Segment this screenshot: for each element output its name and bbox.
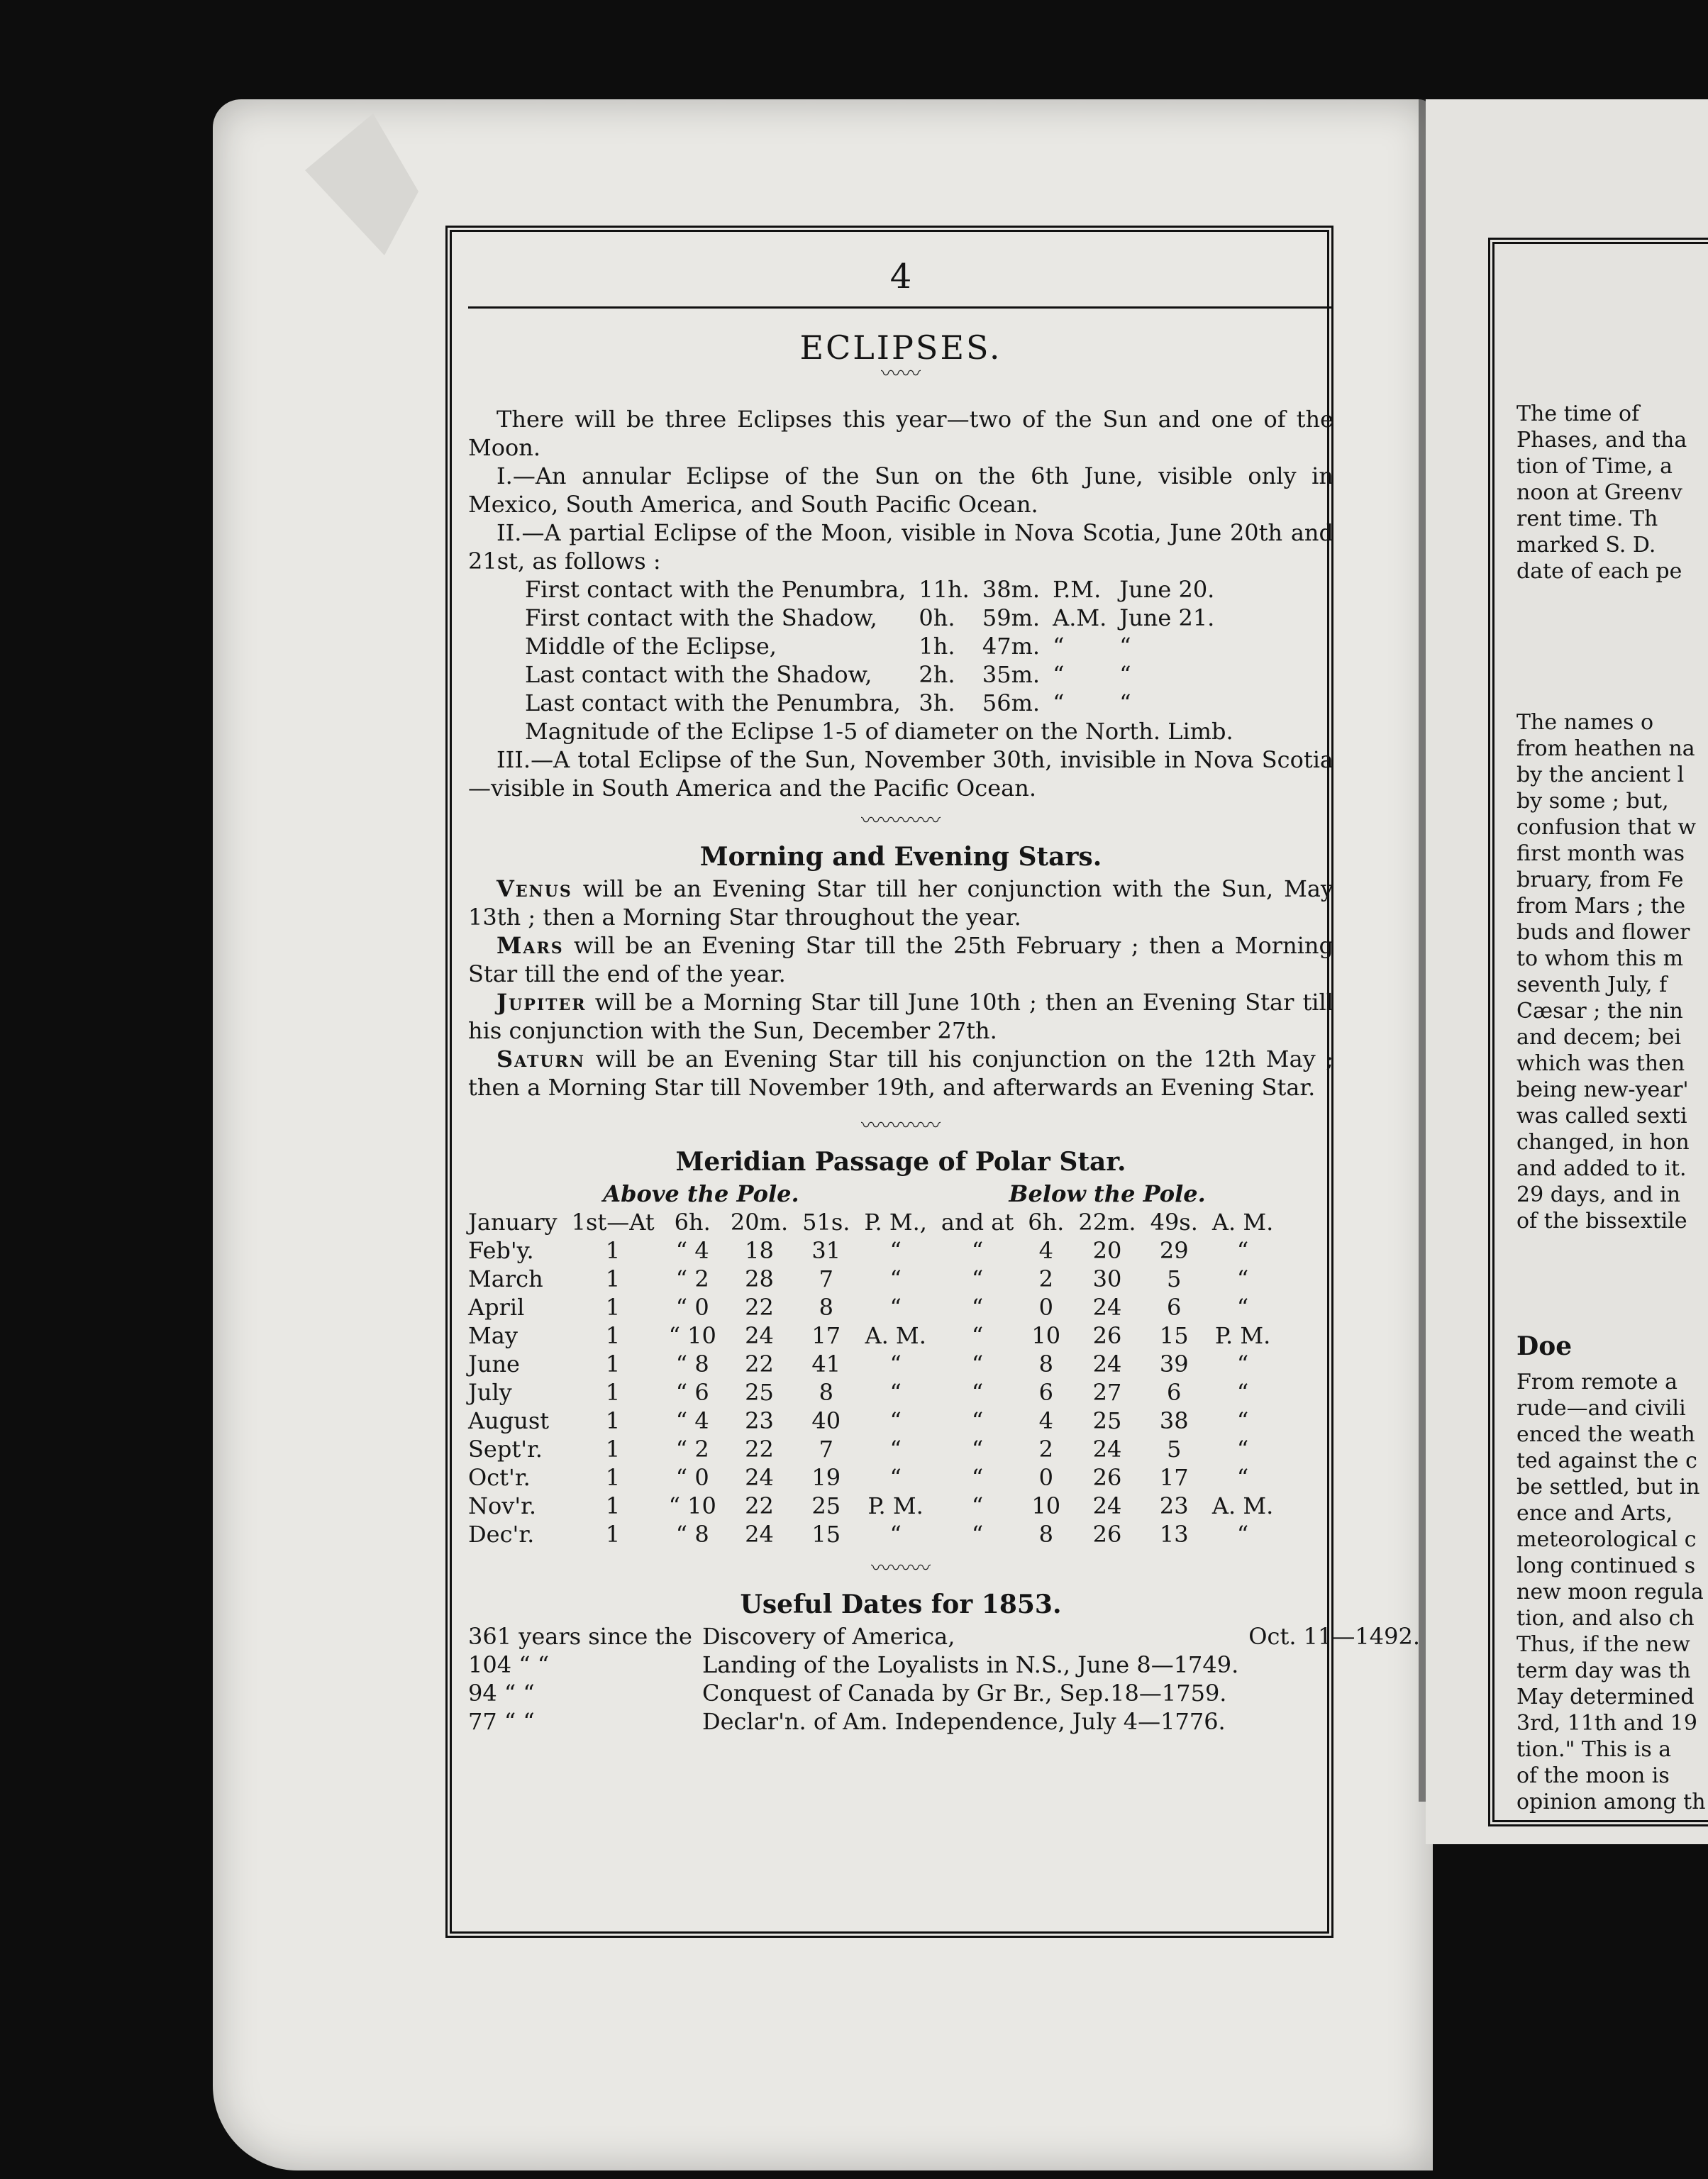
- planet-text: will be a Morning Star till June 10th ; then an Evening Star till his conjunction with the Sun, December 27th.: [468, 989, 1334, 1044]
- facing-page-line: ted against the c: [1516, 1448, 1697, 1473]
- planet-paragraph: [468, 988, 1333, 1045]
- contact-h: 11h.: [919, 576, 970, 603]
- date-event: Conquest of Canada by Gr Br., Sep.18—1759.: [702, 1680, 1227, 1707]
- polar-cell: 1: [605, 1265, 621, 1292]
- contact-ampm: “: [1053, 689, 1065, 716]
- polar-cell: “: [1236, 1521, 1249, 1548]
- polar-row: [468, 1293, 1280, 1321]
- facing-page-line: tion of Time, a: [1516, 454, 1673, 479]
- polar-cell: March: [468, 1265, 543, 1292]
- date-value: Oct. 11—1492.: [1248, 1623, 1420, 1650]
- contact-m: 47m.: [982, 633, 1041, 660]
- polar-cell: 4: [1038, 1237, 1053, 1264]
- facing-page-line: from heathen na: [1516, 736, 1695, 761]
- polar-cell: “: [889, 1351, 902, 1377]
- polar-cell: 5: [1167, 1265, 1182, 1292]
- date-event: Declar'n. of Am. Independence, July 4—1776.: [702, 1708, 1226, 1735]
- polar-cell: “: [971, 1351, 984, 1377]
- facing-page-line: buds and flower: [1516, 920, 1690, 945]
- magnitude-note: Magnitude of the Eclipse 1-5 of diameter on the North. Limb.: [525, 718, 1233, 745]
- polar-cell: “: [1236, 1351, 1249, 1377]
- polar-cell: 24: [1092, 1492, 1122, 1519]
- polar-cell: “: [889, 1237, 902, 1264]
- planet-paragraph: [468, 931, 1333, 988]
- polar-cell: 22: [745, 1351, 774, 1377]
- facing-page-text-top: [1516, 401, 1708, 584]
- polar-cell: “: [971, 1464, 984, 1491]
- polar-cell: and at: [941, 1209, 1014, 1236]
- polar-cell: “ 4: [675, 1407, 709, 1434]
- polar-cell: “: [1236, 1294, 1249, 1321]
- polar-cell: 1: [605, 1294, 621, 1321]
- facing-page-line: new moon regula: [1516, 1580, 1704, 1604]
- polar-cell: 28: [745, 1265, 774, 1292]
- polar-cell: 41: [811, 1351, 841, 1377]
- polar-cell: 10: [1031, 1492, 1061, 1519]
- eclipse-1: I.—An annular Eclipse of the Sun on the 6th June, visible only in Mexico, South America, and South Pacific Ocean.: [468, 462, 1333, 518]
- polar-cell: “: [1236, 1265, 1249, 1292]
- polar-cell: “: [1236, 1407, 1249, 1434]
- polar-cell: 24: [745, 1464, 774, 1491]
- polar-cell: 15: [811, 1521, 841, 1548]
- facing-page-line: of the bissextile: [1516, 1209, 1687, 1233]
- polar-cell: 2: [1038, 1265, 1053, 1292]
- facing-page-line: first month was: [1516, 841, 1685, 866]
- facing-page-line: tion, and also ch: [1516, 1606, 1695, 1631]
- contact-date: June 20.: [1119, 576, 1215, 603]
- polar-cell: 8: [1038, 1351, 1053, 1377]
- facing-page-line: meteorological c: [1516, 1527, 1697, 1552]
- contact-h: 3h.: [919, 689, 955, 716]
- facing-page-line: confusion that w: [1516, 815, 1697, 840]
- polar-cell: 2: [1038, 1436, 1053, 1463]
- polar-cell: 29: [1159, 1237, 1189, 1264]
- polar-cell: Nov'r.: [468, 1492, 537, 1519]
- facing-page-line: rude—and civili: [1516, 1396, 1686, 1421]
- date-value: [1248, 1679, 1420, 1707]
- polar-cell: P. M.: [867, 1492, 924, 1519]
- polar-cell: “ 4: [675, 1237, 709, 1264]
- contact-m: 35m.: [982, 661, 1041, 688]
- polar-table: [468, 1180, 1280, 1548]
- polar-cell: “: [971, 1294, 984, 1321]
- polar-cell: “: [889, 1379, 902, 1406]
- dates-table: [468, 1622, 1420, 1736]
- polar-cell: “: [889, 1407, 902, 1434]
- polar-cell: 1st—At: [571, 1209, 655, 1236]
- polar-row: [468, 1208, 1280, 1236]
- date-event: Discovery of America,: [702, 1623, 955, 1650]
- polar-row: [468, 1407, 1280, 1435]
- polar-cell: April: [468, 1294, 525, 1321]
- eclipse-3: III.—A total Eclipse of the Sun, November 30th, invisible in Nova Scotia—visible in South America and the Pacific Ocean.: [468, 746, 1333, 802]
- polar-cell: 5: [1167, 1436, 1182, 1463]
- polar-cell: 1: [605, 1351, 621, 1377]
- facing-page-line: from Mars ; the: [1516, 894, 1686, 919]
- polar-cell: “: [971, 1407, 984, 1434]
- polar-cell: 22m.: [1078, 1209, 1136, 1236]
- polar-cell: 8: [819, 1379, 833, 1406]
- polar-cell: “: [889, 1521, 902, 1548]
- polar-cell: June: [468, 1351, 520, 1377]
- contact-date: June 21.: [1119, 604, 1215, 631]
- polar-cell: 7: [819, 1436, 833, 1463]
- date-years: 77 “ “: [468, 1708, 535, 1735]
- polar-cell: 20m.: [730, 1209, 789, 1236]
- polar-cell: 51s.: [802, 1209, 850, 1236]
- polar-cell: 22: [745, 1294, 774, 1321]
- polar-cell: 30: [1092, 1265, 1122, 1292]
- polar-cell: 7: [819, 1265, 833, 1292]
- polar-cell: 1: [605, 1436, 621, 1463]
- planet-paragraph: [468, 875, 1333, 931]
- polar-cell: 19: [811, 1464, 841, 1491]
- planet-name: Venus: [497, 875, 572, 902]
- polar-cell: A. M.: [865, 1322, 926, 1349]
- polar-cell: “ 2: [675, 1265, 709, 1292]
- facing-page-line: to whom this m: [1516, 946, 1684, 971]
- polar-cell: 1: [605, 1379, 621, 1406]
- planets-section: [468, 875, 1333, 1102]
- facing-page-line: of the moon is: [1516, 1763, 1670, 1788]
- polar-cell: 15: [1159, 1322, 1189, 1349]
- polar-cell: “: [889, 1436, 902, 1463]
- polar-cell: 40: [811, 1407, 841, 1434]
- polar-cell: 17: [811, 1322, 841, 1349]
- polar-cell: 24: [1092, 1294, 1122, 1321]
- polar-cell: 24: [1092, 1436, 1122, 1463]
- facing-page-line: Thus, if the new: [1516, 1632, 1690, 1657]
- polar-cell: “ 2: [675, 1436, 709, 1463]
- polar-cell: 1: [605, 1237, 621, 1264]
- facing-page-text-middle: [1516, 709, 1708, 1234]
- header-rule: [468, 306, 1333, 309]
- polar-cell: P. M.,: [864, 1209, 927, 1236]
- contact-ampm: “: [1053, 633, 1065, 660]
- contact-ampm: A.M.: [1053, 604, 1107, 631]
- facing-page-line: be settled, but in: [1516, 1475, 1700, 1499]
- polar-cell: “: [889, 1265, 902, 1292]
- polar-row: [468, 1435, 1280, 1463]
- polar-cell: “: [1236, 1436, 1249, 1463]
- polar-cell: “: [971, 1379, 984, 1406]
- facing-page-line: enced the weath: [1516, 1422, 1695, 1447]
- date-years: 104 “ “: [468, 1651, 550, 1678]
- polar-cell: 1: [605, 1322, 621, 1349]
- facing-page-line: by the ancient l: [1516, 763, 1685, 787]
- polar-cell: Feb'y.: [468, 1237, 534, 1264]
- contact-event: Last contact with the Penumbra,: [525, 689, 901, 716]
- contact-date: “: [1119, 661, 1131, 688]
- polar-cell: “: [971, 1322, 984, 1349]
- planet-paragraph: [468, 1045, 1333, 1102]
- polar-cell: “: [889, 1294, 902, 1321]
- facing-page-line: and added to it.: [1516, 1156, 1687, 1181]
- contact-m: 38m.: [982, 576, 1041, 603]
- polar-cell: 25: [745, 1379, 774, 1406]
- polar-cell: 24: [745, 1521, 774, 1548]
- polar-cell: 22: [745, 1436, 774, 1463]
- polar-row: [468, 1265, 1280, 1293]
- above-pole-label: Above the Pole.: [603, 1180, 799, 1207]
- polar-cell: 24: [745, 1322, 774, 1349]
- page-title: ECLIPSES.: [799, 328, 1002, 367]
- stars-heading: Morning and Evening Stars.: [699, 842, 1102, 872]
- contact-row: [525, 689, 1227, 717]
- polar-cell: 20: [1092, 1237, 1122, 1264]
- polar-cell: January: [468, 1209, 558, 1236]
- polar-cell: “: [971, 1436, 984, 1463]
- facing-page-line: bruary, from Fe: [1516, 867, 1684, 892]
- polar-cell: 18: [745, 1237, 774, 1264]
- polar-cell: “: [1236, 1379, 1249, 1406]
- ornament-divider: 〰〰〰: [870, 1556, 931, 1580]
- ornament-divider: 〰〰: [880, 362, 921, 385]
- facing-page-line: seventh July, f: [1516, 972, 1668, 997]
- polar-cell: 1: [605, 1521, 621, 1548]
- contacts-table: [525, 575, 1227, 717]
- date-row: [468, 1622, 1420, 1651]
- facing-page-line: The names o: [1516, 710, 1654, 735]
- polar-cell: May: [468, 1322, 518, 1349]
- facing-page-line: The time of: [1516, 401, 1640, 426]
- ornament-divider: 〰〰〰〰: [860, 1114, 941, 1137]
- polar-cell: “ 8: [675, 1521, 709, 1548]
- facing-page-line: was called sexti: [1516, 1104, 1687, 1129]
- facing-page-line: May determined: [1516, 1685, 1695, 1709]
- facing-page-line: which was then: [1516, 1051, 1685, 1076]
- facing-page-line: tion." This is a: [1516, 1737, 1672, 1762]
- polar-cell: August: [468, 1407, 550, 1434]
- facing-page-line: long continued s: [1516, 1553, 1696, 1578]
- polar-cell: 26: [1092, 1464, 1122, 1491]
- polar-cell: “ 10: [668, 1492, 716, 1519]
- planet-name: Jupiter: [497, 989, 587, 1016]
- main-column: [468, 255, 1420, 1736]
- planet-text: will be an Evening Star till her conjunction with the Sun, May 13th ; then a Morning Star throughout the year.: [468, 875, 1334, 931]
- contact-row: [525, 632, 1227, 660]
- contact-ampm: P.M.: [1053, 576, 1102, 603]
- polar-cell: 23: [745, 1407, 774, 1434]
- ornament-divider: 〰〰〰〰: [860, 809, 941, 832]
- polar-cell: July: [468, 1379, 512, 1406]
- contact-row: [525, 660, 1227, 689]
- polar-cell: Sept'r.: [468, 1436, 543, 1463]
- contact-m: 56m.: [982, 689, 1041, 716]
- polar-cell: “: [971, 1237, 984, 1264]
- polar-cell: “: [889, 1464, 902, 1491]
- below-pole-label: Below the Pole.: [1009, 1180, 1206, 1207]
- contact-event: First contact with the Shadow,: [525, 604, 877, 631]
- polar-row: [468, 1236, 1280, 1265]
- date-value: [1248, 1651, 1420, 1679]
- polar-cell: 1: [605, 1464, 621, 1491]
- polar-cell: Oct'r.: [468, 1464, 531, 1491]
- polar-row: [468, 1520, 1280, 1548]
- facing-page-text-bottom: [1516, 1369, 1708, 1815]
- polar-cell: “ 0: [675, 1464, 709, 1491]
- planet-text: will be an Evening Star till his conjunction on the 12th May ; then a Morning Star till November 19th, and afterwards an Evening Star.: [468, 1046, 1334, 1101]
- polar-header-row: [468, 1180, 1280, 1208]
- polar-cell: 1: [605, 1492, 621, 1519]
- polar-cell: “: [1236, 1464, 1249, 1491]
- facing-page-line: Phases, and tha: [1516, 428, 1687, 453]
- contact-event: Last contact with the Shadow,: [525, 661, 872, 688]
- polar-cell: Dec'r.: [468, 1521, 535, 1548]
- contact-event: First contact with the Penumbra,: [525, 576, 906, 603]
- facing-page-line: 3rd, 11th and 19: [1516, 1711, 1697, 1736]
- facing-page-line: changed, in hon: [1516, 1130, 1690, 1155]
- polar-cell: 6h.: [674, 1209, 711, 1236]
- facing-page-line: 29 days, and in: [1516, 1182, 1681, 1207]
- polar-cell: “ 6: [675, 1379, 709, 1406]
- polar-cell: 8: [1038, 1521, 1053, 1548]
- polar-cell: 24: [1092, 1351, 1122, 1377]
- polar-cell: 38: [1159, 1407, 1189, 1434]
- polar-cell: 49s.: [1150, 1209, 1198, 1236]
- polar-row: [468, 1350, 1280, 1378]
- polar-cell: 6h.: [1028, 1209, 1065, 1236]
- facing-page-line: rent time. Th: [1516, 506, 1658, 531]
- facing-page-line: Cæsar ; the nin: [1516, 999, 1683, 1024]
- polar-cell: 26: [1092, 1521, 1122, 1548]
- contact-event: Middle of the Eclipse,: [525, 633, 777, 660]
- polar-cell: A. M.: [1211, 1492, 1274, 1519]
- polar-cell: 13: [1159, 1521, 1189, 1548]
- dates-heading: Useful Dates for 1853.: [740, 1590, 1062, 1619]
- polar-cell: 10: [1031, 1322, 1061, 1349]
- facing-page-line: opinion among th: [1516, 1790, 1706, 1814]
- contact-ampm: “: [1053, 661, 1065, 688]
- polar-row: [468, 1463, 1280, 1492]
- contact-m: 59m.: [982, 604, 1041, 631]
- polar-cell: 22: [745, 1492, 774, 1519]
- eclipse-2: II.—A partial Eclipse of the Moon, visible in Nova Scotia, June 20th and 21st, as follows :: [468, 519, 1333, 575]
- facing-page-line: term day was th: [1516, 1658, 1691, 1683]
- facing-page-line: by some ; but,: [1516, 789, 1669, 814]
- polar-row: [468, 1378, 1280, 1407]
- polar-cell: “ 8: [675, 1351, 709, 1377]
- facing-page-line: and decem; bei: [1516, 1025, 1682, 1050]
- facing-page-line: date of each pe: [1516, 559, 1682, 584]
- date-row: [468, 1707, 1420, 1736]
- facing-page-line: ence and Arts,: [1516, 1501, 1673, 1526]
- polar-row: [468, 1321, 1280, 1350]
- facing-page-line: marked S. D.: [1516, 533, 1656, 558]
- polar-cell: 1: [605, 1407, 621, 1434]
- polar-cell: 6: [1167, 1379, 1182, 1406]
- facing-page-line: being new-year': [1516, 1077, 1689, 1102]
- polar-cell: “: [1236, 1237, 1249, 1264]
- date-row: [468, 1679, 1420, 1707]
- polar-cell: 27: [1092, 1379, 1122, 1406]
- planet-name: Saturn: [497, 1046, 585, 1072]
- polar-cell: 25: [811, 1492, 841, 1519]
- polar-cell: 6: [1038, 1379, 1053, 1406]
- polar-cell: “: [971, 1265, 984, 1292]
- date-row: [468, 1651, 1420, 1679]
- contact-row: [525, 604, 1227, 632]
- polar-cell: 17: [1159, 1464, 1189, 1491]
- polar-cell: 0: [1038, 1294, 1053, 1321]
- facing-page-line: noon at Greenv: [1516, 480, 1682, 505]
- polar-cell: A. M.: [1211, 1209, 1274, 1236]
- polar-cell: 4: [1038, 1407, 1053, 1434]
- polar-cell: 25: [1092, 1407, 1122, 1434]
- planet-name: Mars: [497, 932, 564, 959]
- facing-page-heading: Doe: [1516, 1334, 1573, 1360]
- contact-h: 0h.: [919, 604, 955, 631]
- facing-page-line: From remote a: [1516, 1370, 1678, 1395]
- polar-cell: 39: [1159, 1351, 1189, 1377]
- contact-date: “: [1119, 633, 1131, 660]
- date-years: 94 “ “: [468, 1680, 535, 1707]
- polar-cell: 8: [819, 1294, 833, 1321]
- polar-cell: P. M.: [1214, 1322, 1271, 1349]
- polar-heading: Meridian Passage of Polar Star.: [675, 1147, 1126, 1177]
- page-number: 4: [889, 257, 912, 296]
- intro-paragraph: There will be three Eclipses this year—two of the Sun and one of the Moon.: [468, 406, 1333, 461]
- polar-row: [468, 1492, 1280, 1520]
- planet-text: will be an Evening Star till the 25th February ; then a Morning Star till the end of the year.: [468, 932, 1334, 987]
- polar-cell: 26: [1092, 1322, 1122, 1349]
- page-fold: [1419, 99, 1426, 1802]
- date-years: 361 years since the: [468, 1623, 692, 1650]
- polar-cell: 31: [811, 1237, 841, 1264]
- polar-cell: 0: [1038, 1464, 1053, 1491]
- date-value: [1248, 1707, 1420, 1736]
- polar-cell: “: [971, 1492, 984, 1519]
- contact-h: 1h.: [919, 633, 955, 660]
- contact-h: 2h.: [919, 661, 955, 688]
- polar-cell: “: [971, 1521, 984, 1548]
- polar-cell: “ 0: [675, 1294, 709, 1321]
- date-event: Landing of the Loyalists in N.S., June 8—1749.: [702, 1651, 1239, 1678]
- polar-cell: 6: [1167, 1294, 1182, 1321]
- polar-cell: “ 10: [668, 1322, 716, 1349]
- contact-row: [525, 575, 1227, 604]
- contact-date: “: [1119, 689, 1131, 716]
- polar-cell: 23: [1159, 1492, 1189, 1519]
